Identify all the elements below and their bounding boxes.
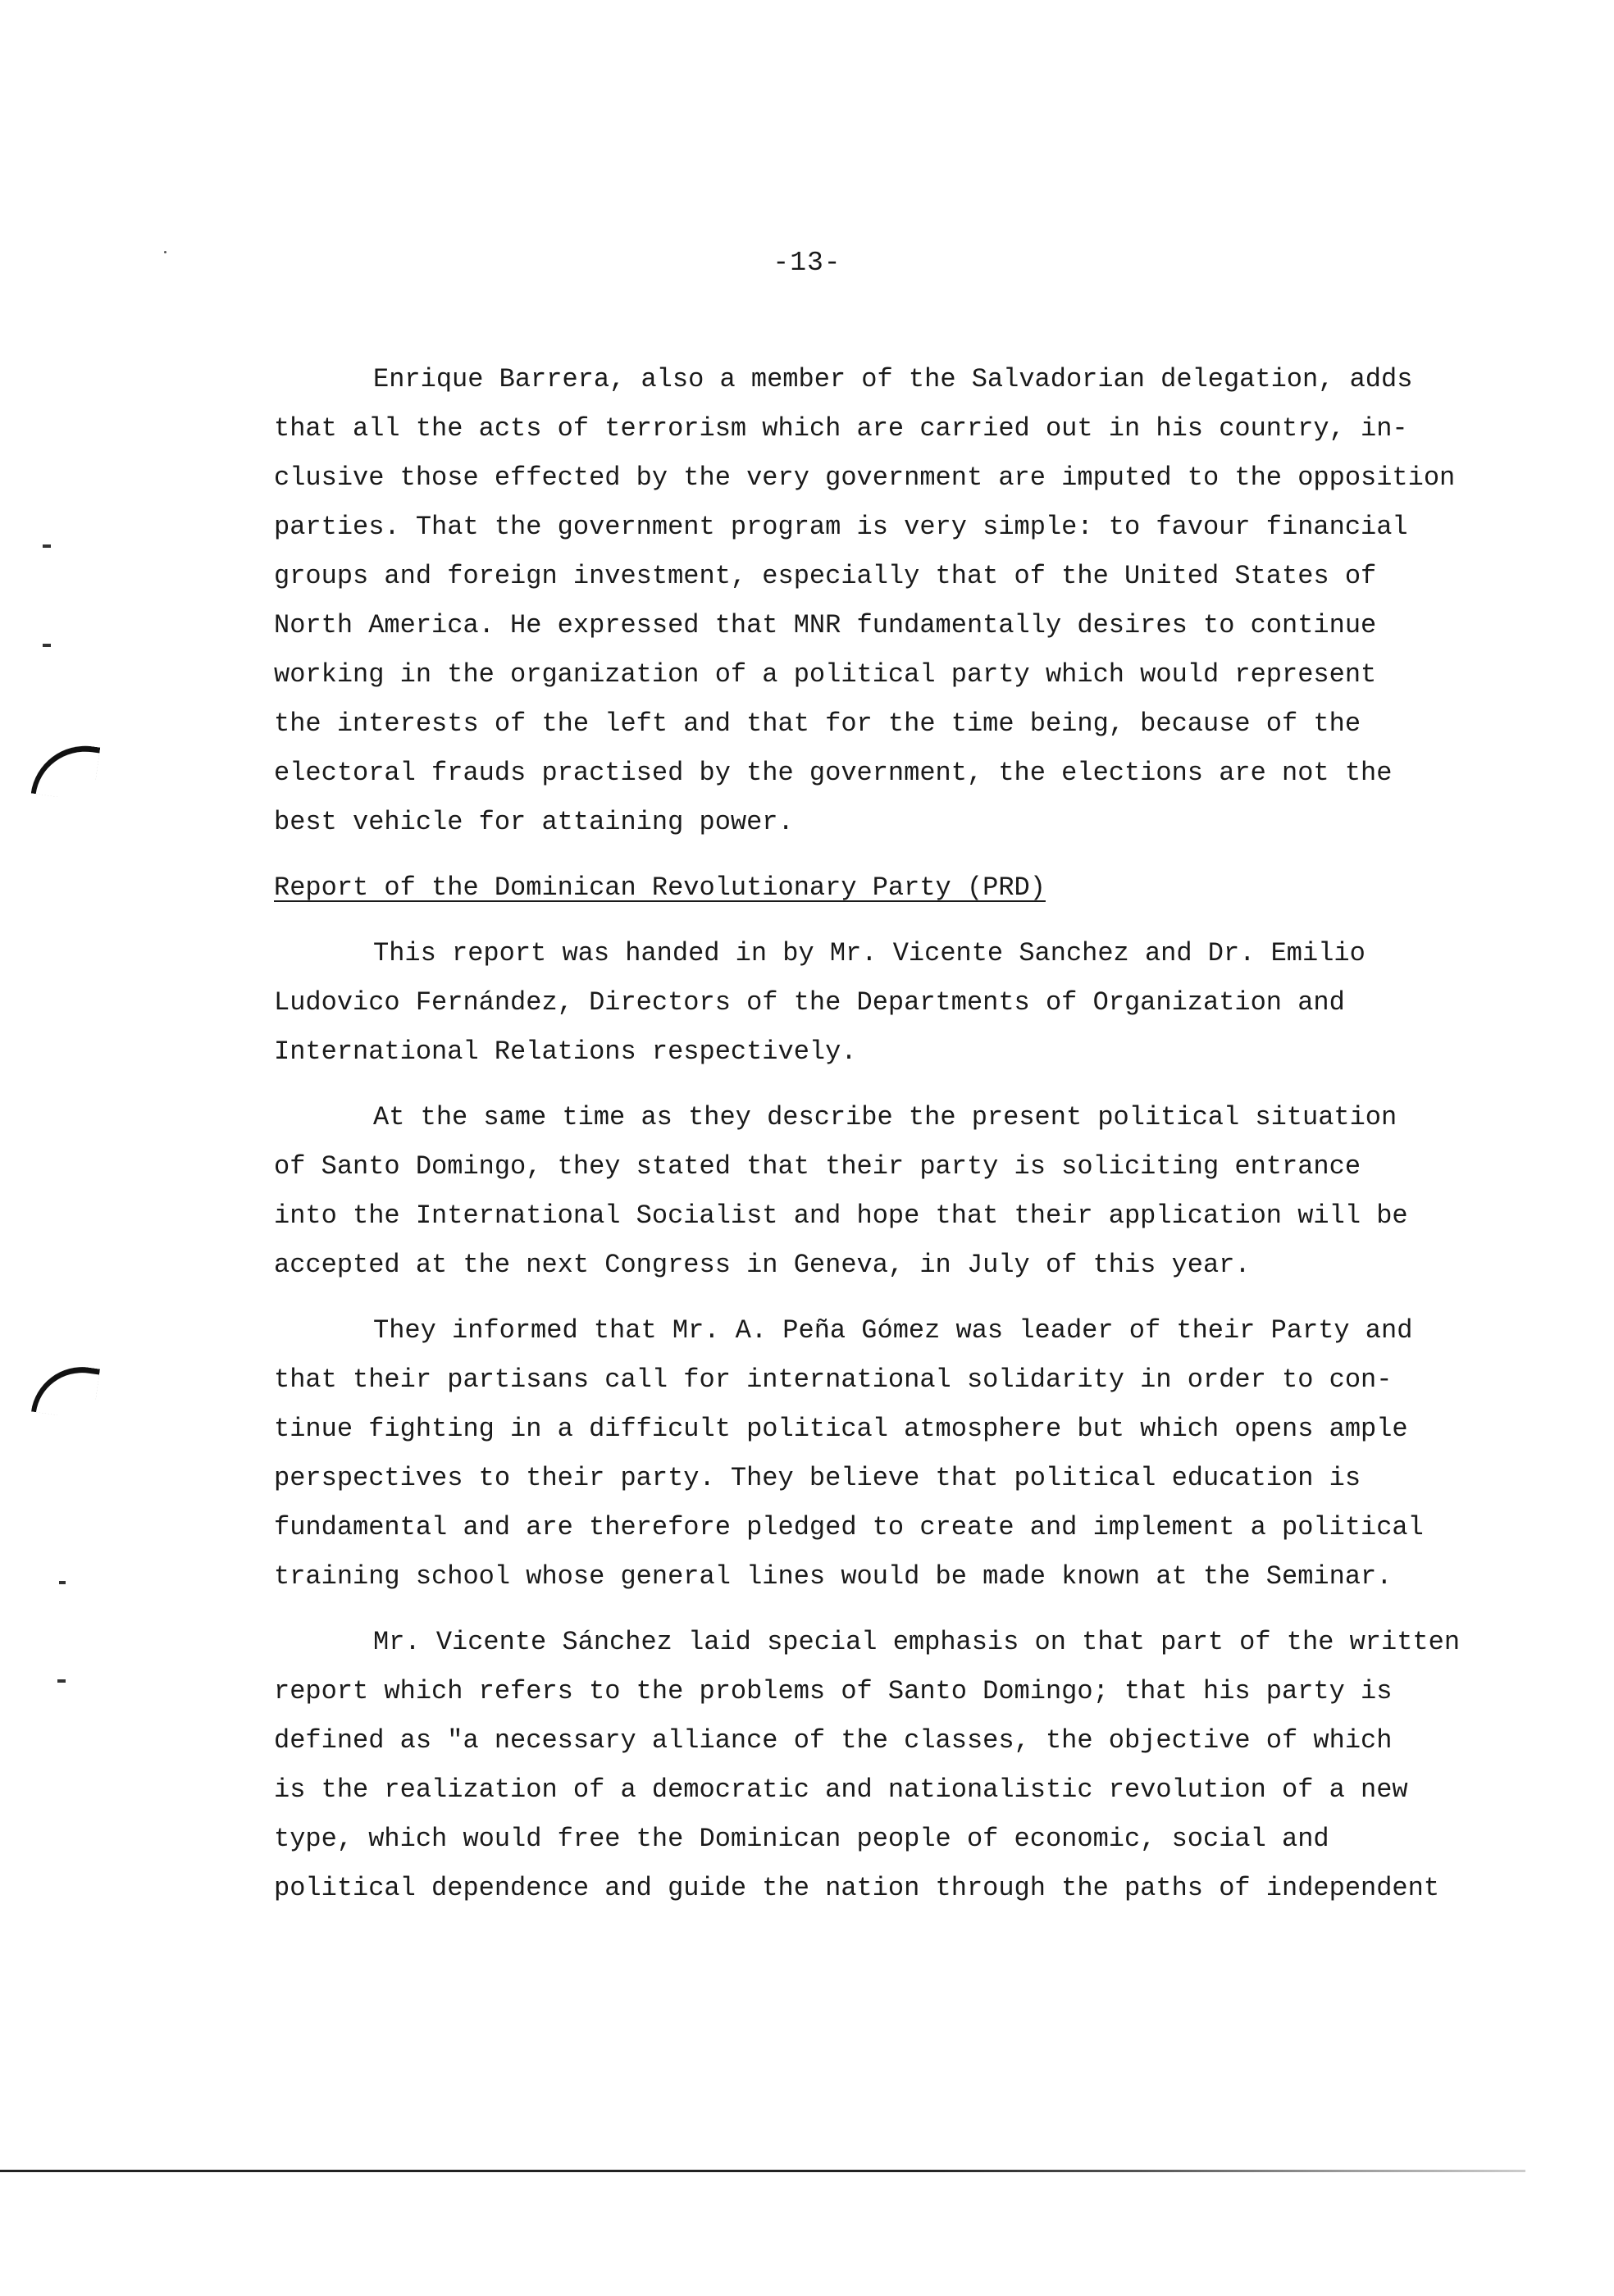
footer-rule: [0, 2170, 1525, 2172]
scan-speck: [164, 251, 166, 253]
text-line: that all the acts of terrorism which are carried out in his country, in-: [274, 413, 1408, 444]
paragraph: [274, 1093, 1521, 1290]
document-body: [274, 355, 1521, 1913]
text-line: into the International Socialist and hope that their application will be: [274, 1200, 1408, 1231]
margin-mark: [43, 644, 51, 647]
text-line: defined as "a necessary alliance of the classes, the objective of which: [274, 1725, 1393, 1756]
text-line: the interests of the left and that for the time being, because of the: [274, 708, 1361, 739]
text-line: is the realization of a democratic and nationalistic revolution of a new: [274, 1774, 1408, 1805]
paragraph: [274, 1618, 1521, 1913]
text-line: type, which would free the Dominican people of economic, social and: [274, 1824, 1329, 1854]
section-heading-row: [274, 863, 1521, 913]
text-line: accepted at the next Congress in Geneva, in July of this year.: [274, 1250, 1251, 1280]
paragraph: [274, 1306, 1521, 1601]
text-line: parties. That the government program is very simple: to favour financial: [274, 512, 1408, 542]
text-line: political dependence and guide the nation through the paths of independent: [274, 1873, 1440, 1903]
binding-mark: [31, 739, 101, 802]
text-line: Mr. Vicente Sánchez laid special emphasis on that part of the written: [373, 1627, 1461, 1657]
margin-mark: [43, 544, 51, 548]
text-line: Enrique Barrera, also a member of the Salvadorian delegation, adds: [373, 364, 1413, 394]
text-line: perspectives to their party. They believe that political education is: [274, 1463, 1361, 1493]
margin-mark: [57, 1679, 66, 1683]
text-line: best vehicle for attaining power.: [274, 807, 794, 837]
paragraph: [274, 355, 1521, 847]
binding-mark: [31, 1360, 100, 1420]
text-line: They informed that Mr. A. Peña Gómez was leader of their Party and: [373, 1315, 1413, 1346]
text-line: tinue fighting in a difficult political atmosphere but which opens ample: [274, 1414, 1408, 1444]
paragraph: [274, 929, 1521, 1077]
text-line: This report was handed in by Mr. Vicente Sanchez and Dr. Emilio: [373, 938, 1366, 968]
margin-mark: [59, 1581, 66, 1584]
text-line: working in the organization of a political party which would represent: [274, 659, 1377, 690]
text-line: clusive those effected by the very government are imputed to the opposition: [274, 462, 1456, 493]
text-line: At the same time as they describe the present political situation: [373, 1102, 1397, 1132]
text-line: International Relations respectively.: [274, 1036, 857, 1067]
text-line: North America. He expressed that MNR fundamentally desires to continue: [274, 610, 1377, 640]
text-line: Ludovico Fernández, Directors of the Departments of Organization and: [274, 987, 1345, 1018]
text-line: groups and foreign investment, especially that of the United States of: [274, 561, 1377, 591]
text-line: fundamental and are therefore pledged to create and implement a political: [274, 1512, 1424, 1542]
text-line: training school whose general lines would be made known at the Seminar.: [274, 1561, 1393, 1592]
text-line: report which refers to the problems of Santo Domingo; that his party is: [274, 1676, 1393, 1706]
section-heading: Report of the Dominican Revolutionary Party (PRD): [274, 872, 1046, 903]
text-line: electoral frauds practised by the government, the elections are not the: [274, 758, 1393, 788]
text-line: that their partisans call for international solidarity in order to con-: [274, 1364, 1393, 1395]
text-line: of Santo Domingo, they stated that their party is soliciting entrance: [274, 1151, 1361, 1182]
page-number: -13-: [773, 248, 841, 278]
